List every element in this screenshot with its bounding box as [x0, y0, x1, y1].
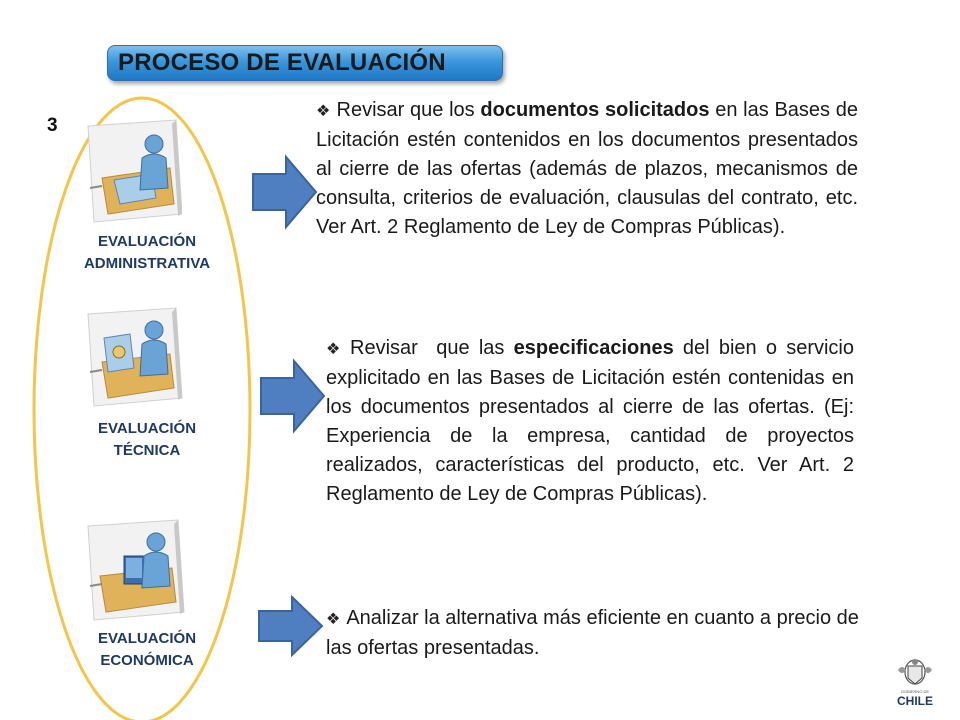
text-emphasis: documentos solicitados	[480, 99, 710, 121]
text-segment: Revisar que las	[350, 337, 514, 359]
diamond-bullet-icon: ❖	[326, 341, 345, 358]
person-at-desk-drawing-icon	[84, 306, 184, 410]
chile-government-crest-icon	[888, 654, 942, 690]
logo-subtext: GOBIERNO DE	[900, 689, 930, 694]
arrow-right-icon	[256, 594, 326, 658]
administrative-description	[316, 96, 858, 242]
diamond-bullet-icon: ❖	[326, 611, 341, 628]
stage-caption-line2: TÉCNICA	[113, 442, 181, 459]
page-title: PROCESO DE EVALUACIÓN	[118, 49, 446, 76]
stage-caption-line1: EVALUACIÓN	[97, 420, 197, 437]
logo-name: CHILE	[897, 694, 933, 708]
stage-caption-line1: EVALUACIÓN	[97, 233, 197, 250]
technical-description	[326, 334, 854, 509]
stage-caption-line1: EVALUACIÓN	[97, 630, 197, 647]
arrow-right-icon	[250, 154, 320, 230]
step-number: 3	[47, 115, 58, 136]
text-emphasis: especificaciones	[513, 337, 674, 359]
person-at-desk-documents-icon	[82, 118, 182, 226]
stage-caption-line2: ECONÓMICA	[100, 652, 194, 669]
text-segment: Analizar la alternativa más eficiente en cuanto a precio de las ofertas presentadas.	[326, 607, 859, 659]
text-segment: del bien o servicio explicitado en las Bases de Licitación estén contenidas en los documentos presentados al cierre de las ofertas. (Ej: Experiencia de la empresa, cantidad de proyectos realizados, características del producto, etc. Ver Art. 2 Reglamento de Ley de Compras Públicas).	[326, 337, 855, 505]
person-at-desk-computer-icon	[84, 518, 186, 624]
stage-caption-line2: ADMINISTRATIVA	[83, 255, 211, 272]
text-segment: Revisar que los	[336, 99, 481, 121]
arrow-right-icon	[258, 358, 328, 434]
text-segment: en las Bases de Licitación estén contenidos en los documentos presentados al cierre de las ofertas (además de plazos, mecanismos de consulta, criterios de evaluación, clausulas del contrato, etc. Ver Art. 2 Reglamento de Ley de Compras Públicas).	[316, 99, 859, 238]
economic-description	[326, 604, 866, 663]
diamond-bullet-icon: ❖	[316, 103, 331, 120]
